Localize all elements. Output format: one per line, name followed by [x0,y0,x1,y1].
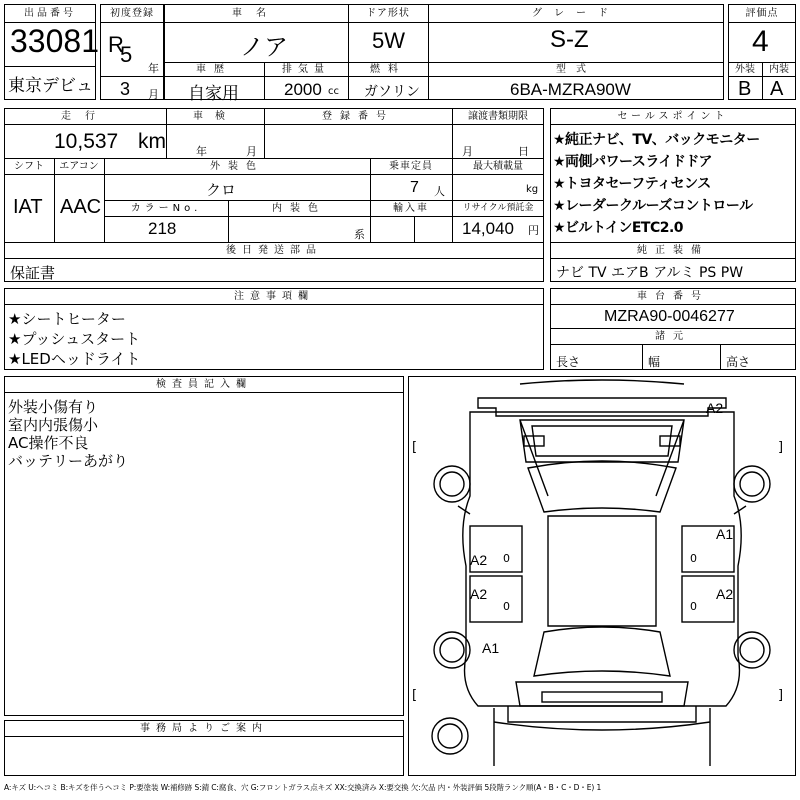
sales-point: ★ビルトインETC2.0 [553,220,684,236]
car-name-label: 車名 [232,8,280,19]
sales-point: ★両側パワースライドドア [553,154,713,170]
venue-name: 東京デビュ [8,76,93,96]
door-type-label: ドア形状 [366,8,410,19]
sales-point: ★純正ナビ、TV、バックモニター [553,132,760,148]
inspector-line: バッテリーあがり [8,452,129,470]
bracket-mark: ] [778,440,784,455]
history: 自家用 [188,84,239,104]
interior-color-label: 内装色 [272,203,326,214]
recycle-deposit-label: リサイクル預託金 [462,203,534,213]
air-conditioner-label: エアコン [59,161,99,172]
damage-mark: A2 [706,400,724,416]
air-conditioner: AAC [60,196,102,218]
displacement-unit: cc [328,86,339,97]
shift: IAT [13,196,43,218]
height-label: 高さ [726,355,751,369]
mileage: 10,537 [54,130,119,153]
length-label: 長さ [556,355,581,369]
bracket-mark: [ [412,688,418,703]
registration-month: 3 [120,79,131,99]
notes-label: 注意事項欄 [234,291,314,302]
interior-grade: A [770,78,784,100]
transfer-month-unit: 月 [462,145,473,158]
dimensions-label: 諸元 [655,331,691,342]
damage-mark: A1 [716,526,734,542]
door-type: 5W [372,28,405,53]
chassis-number-label: 車台番号 [637,291,709,302]
transfer-day-unit: 日 [518,145,529,158]
note-item: ★シートヒーター [8,310,126,328]
registration-number-label: 登録番号 [322,111,394,122]
color-number-label: カラーNo. [130,203,202,214]
zero-mark: 0 [503,552,510,565]
interior-color-unit: 系 [354,228,365,241]
mileage-label: 走行 [61,111,109,122]
damage-mark: A1 [482,640,500,656]
model-code: 6BA-MZRA90W [510,80,631,99]
transfer-deadline-label: 譲渡書類期限 [468,111,528,122]
lot-number: 33081 [10,23,99,59]
genuine-equipment-label: 純正装備 [637,245,709,256]
grade: S-Z [550,26,589,53]
sales-point: ★レーダークルーズコントロール [553,198,753,214]
mileage-unit: km [138,130,166,153]
later-parts-label: 後日発送部品 [226,245,322,256]
inspection-label: 車検 [193,111,237,122]
inspection-month-unit: 月 [246,145,257,158]
chassis-number: MZRA90-0046277 [604,308,735,325]
max-load-unit: kg [526,184,539,195]
zero-mark: 0 [503,600,510,613]
inspector-line: AC操作不良 [8,434,89,452]
capacity-unit: 人 [434,185,445,198]
lot-number-label: 出品番号 [24,8,76,19]
damage-mark: A2 [470,586,488,602]
displacement-label: 排気量 [282,64,330,75]
score: 4 [752,25,769,58]
car-diagram [408,376,796,776]
import-label: 輸入車 [393,203,429,214]
model-code-label: 型式 [556,64,596,75]
damage-mark: A2 [716,586,734,602]
fuel-label: 燃料 [370,64,406,75]
color-number: 218 [148,219,177,238]
zero-mark: 0 [690,600,697,613]
sales-point: ★トヨタセーフティセンス [553,176,711,192]
office-notice-label: 事務局よりご案内 [140,723,268,734]
inspector-notes-label: 検査員記入欄 [156,379,252,390]
recycle-unit: 円 [528,224,539,237]
seating-capacity-label: 乗車定員 [389,161,433,172]
legend-footer: A:キズ U:ヘコミ B:キズを伴うヘコミ P:要塗装 W:補修跡 S:錆 C:腐食、穴 G:フロントガラス点キズ XX:交換済み X:要交換 欠:欠品 内・外装評価 5段階ランク順(A・B・C・D・E) 1 [4,783,602,792]
registration-era: R [108,32,124,57]
inspection-year-unit: 年 [196,145,207,158]
inspector-line: 外装小傷有り [8,398,99,416]
note-item: ★LEDヘッドライト [8,350,141,368]
damage-mark: A2 [470,552,488,568]
grade-label: グレード [532,8,620,19]
interior-grade-label: 内装 [769,64,789,75]
width-label: 幅 [648,355,661,369]
fuel: ガソリン [364,84,420,100]
sales-points-label: セールスポイント [617,111,729,122]
score-label: 評価点 [745,8,779,19]
year-unit: 年 [148,62,159,75]
month-unit: 月 [148,88,159,101]
car-name: ノア [240,33,288,61]
exterior-grade: B [738,78,752,100]
exterior-color: クロ [206,181,237,199]
first-registration-label: 初度登録 [110,8,154,19]
recycle-deposit: 14,040 [462,219,514,238]
bracket-mark: [ [412,440,418,455]
later-parts: 保証書 [10,264,56,282]
zero-mark: 0 [690,552,697,565]
registration-year: 5 [120,42,133,67]
inspector-line: 室内内張傷小 [8,416,99,434]
max-load-label: 最大積載量 [473,161,523,172]
exterior-color-label: 外装色 [210,161,264,172]
shift-label: シフト [14,161,44,172]
bracket-mark: ] [778,688,784,703]
seating-capacity: 7 [410,179,419,196]
history-label: 車歴 [196,64,232,75]
genuine-equipment: ナビ TV エアB アルミ PS PW [556,265,744,281]
note-item: ★プッシュスタート [8,330,141,348]
exterior-grade-label: 外装 [735,64,755,75]
displacement: 2000 [284,80,322,99]
